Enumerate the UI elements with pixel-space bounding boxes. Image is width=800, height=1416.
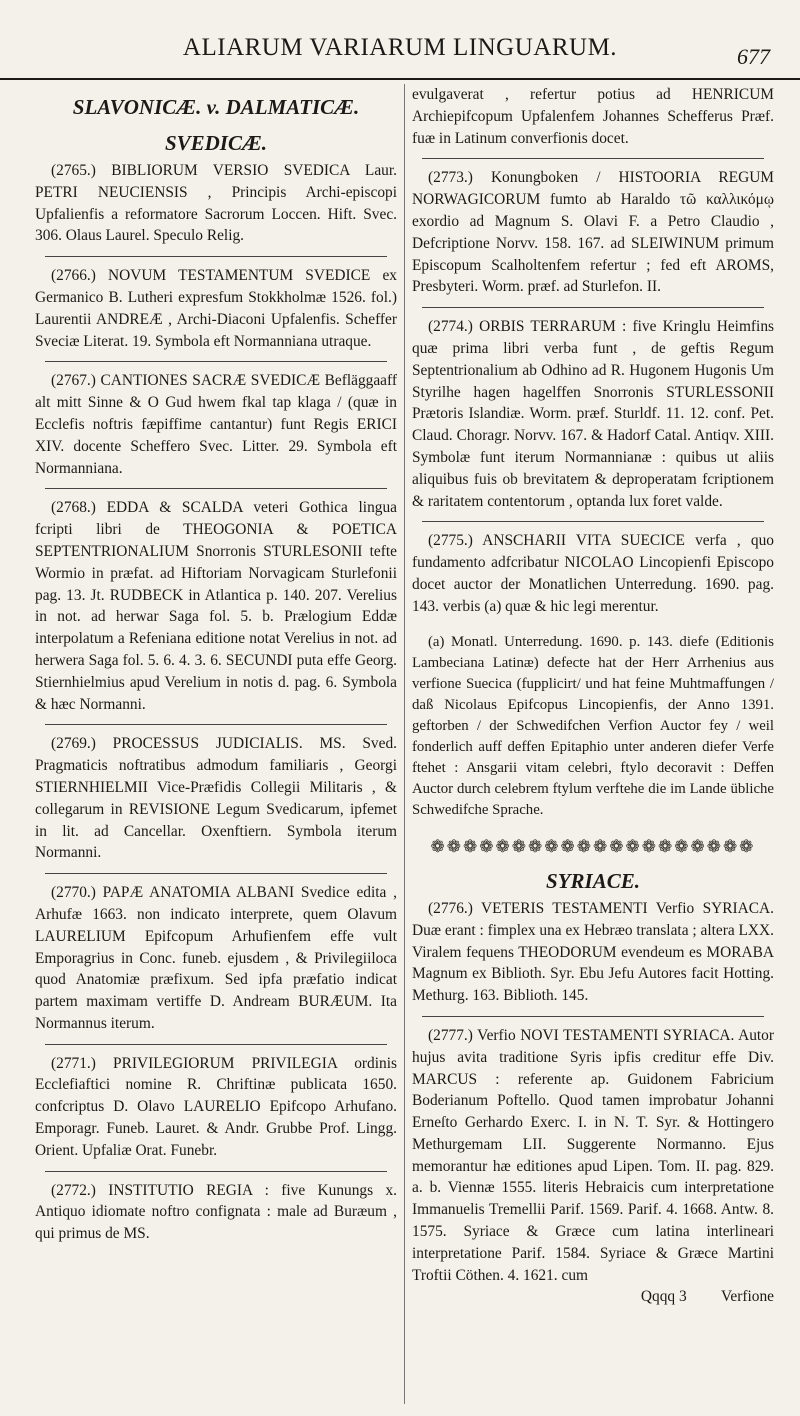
running-title-text: ALIARUM VARIARUM LINGUARUM. <box>182 34 618 61</box>
entry-2773: (2773.) Konungboken / HISTOORIA REGUM NORWAGICORUM fumto ab Haraldo τῶ καλλικόμῳ exordio ad Magnum S. Olavi F. a Petro Claudio , Defcriptione Norvv. 158. 167. ad SLEIWINUM primum Episcopum Scalholtenfem refertur ; fed eft AROMS, Presbyteri. Worm. præf. ad Sturlefon. II. <box>412 169 774 296</box>
entry-continuation: evulgaverat , refertur potius ad HENRICUM Archiepifcopum Upfalenfem Johannes Schefferus Præf. fuæ in Latinum converfionis docet. <box>412 86 774 147</box>
section-heading-slavonic: SLAVONICÆ. v. DALMATICÆ. <box>72 95 360 119</box>
entry-divider <box>45 256 387 257</box>
entry-divider <box>45 1044 387 1045</box>
entry-divider <box>422 521 764 522</box>
entry-2765: (2765.) BIBLIORUM VERSIO SVEDICA Laur. PETRI NEUCIENSIS , Principis Archi-episcopi Upfalienfis a reformatore Sacrorum Loccen. Hift. Svec. 306. Olaus Laurel. Speculo Relig. <box>35 162 397 245</box>
page-number: 677 <box>737 44 770 69</box>
subheading-svedice: SVEDICÆ. <box>164 131 268 155</box>
entry-divider <box>45 361 387 362</box>
entry-2768: (2768.) EDDA & SCALDA veteri Gothica lingua fcripti libri de THEOGONIA & POETICA SEPTENTRIONALIUM Snorronis STURLESONII tefte Wormio in præfat. ad Hiftoriam Norvagicam Sturlefonii pag. 13. Jt. RUDBECK in Atlantica p. 140. 207. Verelius in not. ad herwar Saga fol. 5. b. Prælogium Eddæ interpolatum a Refeniana editione notat Verelius in not. ad herwera Saga fol. 5. 6. 4. 3. 6. SECUNDI puta effe Georg. Stiernhielmius apud Verelium in notis d. pag. 6. Symbola & hæc Normanni. <box>35 499 397 713</box>
catchword: Verfione <box>721 1288 774 1306</box>
running-title <box>0 34 800 80</box>
entry-2772: (2772.) INSTITUTIO REGIA : five Kunungs x. Antiquo idiomate noftro confignata : male ad Buræum , qui primus de MS. <box>35 1181 397 1243</box>
entry-2771: (2771.) PRIVILEGIORUM PRIVILEGIA ordinis Ecclefiaftici nomine R. Chriftinæ publicata 1650. confcriptus D. Olavo LAURELIO Epifcopo Arhufano. Emporagr. Funeb. Lauret. & Andr. Grubbe Prof. Lingg. Orient. Upfaliæ Orat. Funebr. <box>35 1054 397 1159</box>
entry-divider <box>422 158 764 159</box>
entry-2766: (2766.) NOVUM TESTAMENTUM SVEDICE ex Germanico B. Lutheri expresfum Stokkholmæ 1526. fol.) Laurentii ANDREÆ , Archi-Diaconi Upfalenfis. Scheffer Sveciæ Literat. 19. Symbola eft Normanniana utraque. <box>35 267 397 350</box>
entry-divider <box>422 307 764 308</box>
entry-2767: (2767.) CANTIONES SACRÆ SVEDICÆ Befläggaaff alt mitt Sinne & O Gud hwem fkal tap klaga / (quæ in Ecclefis noftris fæpiffime cantantur) funt Regis ERICI XIV. docente Scheffero Svec. Litter. 29. Symbola eft Normanniana. <box>35 372 397 477</box>
header-rule <box>0 78 800 80</box>
signature-mark: Qqqq 3 <box>640 1288 687 1306</box>
entry-2777: (2777.) Verfio NOVI TESTAMENTI SYRIACA. Autor hujus avita traditione Syris ipfis creditur effe Div. MARCUS : referente ap. Guidonem Fabricium Boderianum Poftello. Quod tamen improbatur Johanni Erneſto Gerhardo Exerc. I. in N. T. Syr. & Hottingero Methurgemam LII. Suggerente Normanno. Ejus memorantur hæ editiones apud Lipen. Tom. II. pag. 829. a. b. Viennæ 1555. literis Hebraicis cum interpretatione Immanuelis Tremellii Parif. 1569. Parif. 4. 1668. Antw. 8. 1575. Syriace & Græce cum latina interlineari interpretatione Parif. 1584. Syriace & Græce Martini Troftii Cöthen. 4. 1621. cum <box>412 1026 774 1284</box>
entry-2774: (2774.) ORBIS TERRARUM : five Kringlu Heimfins quæ prima libri verba funt , de geftis Regum Septentrionalium ab Odhino ad R. Hugonem Hugonis Um Styrilhe hagen hagelffen Snorronis STURLESSONII Prætoris Islandiæ. Worm. præf. Sturldf. 11. 12. conf. Pet. Claud. Choragr. Norvv. 167. & Hadorf Catal. Antiqv. XIII. Symbolæ funt iterum Normannianæ : quibus ut aliis aliquibus fuis ob brevitatem & deproperatam fcriptionem & raritatem contentorum , optanda lux foret valde. <box>412 318 774 510</box>
entry-2775: (2775.) ANSCHARII VITA SUECICE verfa , quo fundamento adfcribatur NICOLAO Lincopienfi Episcopo docet auctor der Monatlichen Unterredung. 1690. pag. 143. verbis (a) quæ & hic legi merentur. <box>412 532 774 615</box>
right-column <box>412 84 774 1404</box>
entry-divider <box>45 873 387 874</box>
left-column <box>35 84 397 1404</box>
signature-and-catchword <box>412 1286 774 1308</box>
section-heading-syriace: SYRIACE. <box>546 868 640 893</box>
entry-2776: (2776.) VETERIS TESTAMENTI Verfio SYRIACA. Duæ erant : fimplex una ex Hebræo translata ; altera LXX. Viralem fequens THEODORUM evendeum es MORABA Magnum ex Biblioth. Syr. Ebu Jefu Autores facit Hotting. Methurg. 163. Biblioth. 145. <box>412 899 774 1005</box>
entry-2769: (2769.) PROCESSUS JUDICIALIS. MS. Sved. Pragmaticis noftratibus admodum familiaris , Georgi STIERNHIELMII Vice-Præfidis Collegii Militaris , & collegarum in REVISIONE Legum Svedicarum, ipfemet in lit. ad Cancellar. Oxenftiern. Symbola iterum Normanni. <box>35 735 397 862</box>
ornament-band: ❁❁❁❁❁❁❁❁❁❁❁❁❁❁❁❁❁❁❁❁ <box>430 837 756 857</box>
column-rule <box>404 84 405 1404</box>
entry-divider <box>45 1171 387 1172</box>
entry-divider <box>45 488 387 489</box>
footnote-a: (a) Monatl. Unterredung. 1690. p. 143. diefe (Editionis Lambeciana Latinæ) defecte hat der Herr Arrhenius aus verfione Suecica (fupplicirt/ und hat feine Muhtmaffungen / daß Nicolaus Epifcopus Lincopienfis, der Anno 1391. geftorben / der Schwedifchen Verfion Auctor fey / weil fonderlich auff deffen Epitaphio unter anderen diefer Verfe ftehet : Ansgarii vitam celebri, ftylo decoravit : Deffen Auctor durch celebrem ftylum verftehe die im Lande übliche Schwedifche Sprache. <box>412 634 774 819</box>
entry-2770: (2770.) PAPÆ ANATOMIA ALBANI Svedice edita , Arhufæ 1663. non indicato interprete, quem Olavum LAURELIUM Epifcopum Arhufienfem effe vult Emporagrius in Conc. funeb. ejusdem , & Privilegiiloca quod Anatomiæ præfixum. Sed ipfa præfatio indicat partem maximam vertiffe D. Andream BURÆUM. Ita Normannus iterum. <box>35 884 397 1032</box>
entry-divider <box>422 1016 764 1017</box>
entry-divider <box>45 724 387 725</box>
